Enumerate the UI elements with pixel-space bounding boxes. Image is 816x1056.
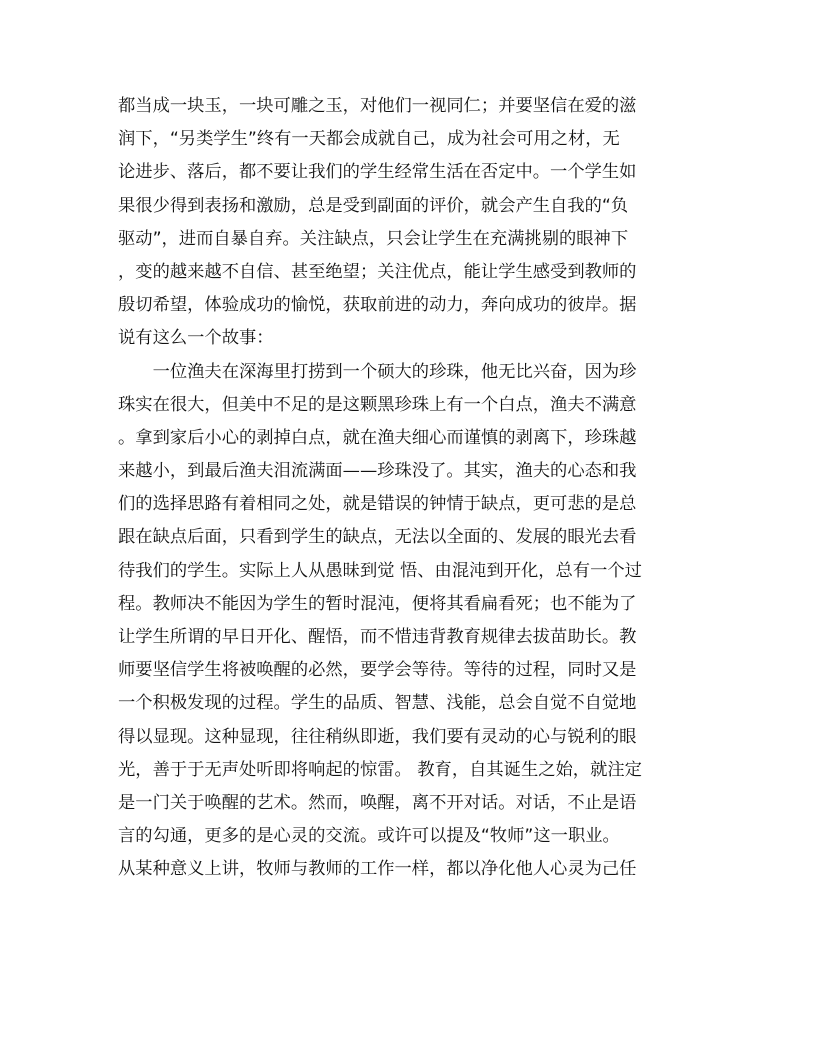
text-line: 是一门关于唤醒的艺术。然而，唤醒，离不开对话。对话，不止是语 (118, 792, 637, 813)
text-line: 们的选择思路有着相同之处，就是错误的钟情于缺点，更可悲的是总 (118, 494, 637, 515)
text-line: 珠实在很大，但美中不足的是这颗黑珍珠上有一个白点，渔夫不满意 (118, 394, 637, 415)
text-line: 一个积极发现的过程。学生的品质、智慧、浅能，总会自觉不自觉地 (118, 693, 637, 714)
text-line: 驱动”，进而自暴自弃。关注缺点，只会让学生在充满挑剔的眼神下 (118, 228, 629, 249)
body-text (118, 90, 698, 887)
text-line: 润下，“另类学生”终有一天都会成就自己，成为社会可用之材，无 (118, 129, 620, 150)
text-line: 从某种意义上讲，牧师与教师的工作一样，都以净化他人心灵为己任 (118, 859, 637, 880)
text-line: 论进步、落后，都不要让我们的学生经常生活在否定中。一个学生如 (118, 162, 637, 183)
text-line: ，变的越来越不自信、甚至绝望；关注优点，能让学生感受到教师的 (118, 261, 637, 282)
text-line: 说有这么一个故事： (118, 328, 274, 349)
text-line: 得以显现。这种显现，往往稍纵即逝，我们要有灵动的心与锐利的眼 (118, 726, 637, 747)
text-line: 一位渔夫在深海里打捞到一个硕大的珍珠，他无比兴奋，因为珍 (118, 361, 637, 382)
text-line: 程。教师决不能因为学生的暂时混沌，便将其看扁看死；也不能为了 (118, 593, 637, 614)
text-line: 待我们的学生。实际上人从愚昧到觉 悟、由混沌到开化，总有一个过 (118, 560, 642, 581)
text-line: 都当成一块玉，一块可雕之玉，对他们一视同仁；并要坚信在爱的滋 (118, 96, 637, 116)
text-line: 。拿到家后小心的剥掉白点，就在渔夫细心而谨慎的剥离下，珍珠越 (118, 427, 637, 448)
text-line: 来越小，到最后渔夫泪流满面——珍珠没了。其实，渔夫的心态和我 (118, 461, 637, 482)
text-line: 跟在缺点后面，只看到学生的缺点，无法以全面的、发展的眼光去看 (118, 527, 637, 548)
text-line: 言的勾通，更多的是心灵的交流。或许可以提及“牧师”这一职业。 (118, 826, 620, 847)
text-line: 师要坚信学生将被唤醒的必然，要学会等待。等待的过程，同时又是 (118, 660, 637, 681)
text-line: 光，善于于无声处听即将响起的惊雷。 教育，自其诞生之始，就注定 (118, 759, 642, 780)
text-line: 果很少得到表扬和激励，总是受到副面的评价，就会产生自我的“负 (118, 195, 629, 216)
text-line: 让学生所谓的早日开化、醒悟，而不惜违背教育规律去拔苗助长。教 (118, 627, 637, 647)
text-line: 殷切希望，体验成功的愉悦，获取前进的动力，奔向成功的彼岸。据 (118, 295, 637, 316)
